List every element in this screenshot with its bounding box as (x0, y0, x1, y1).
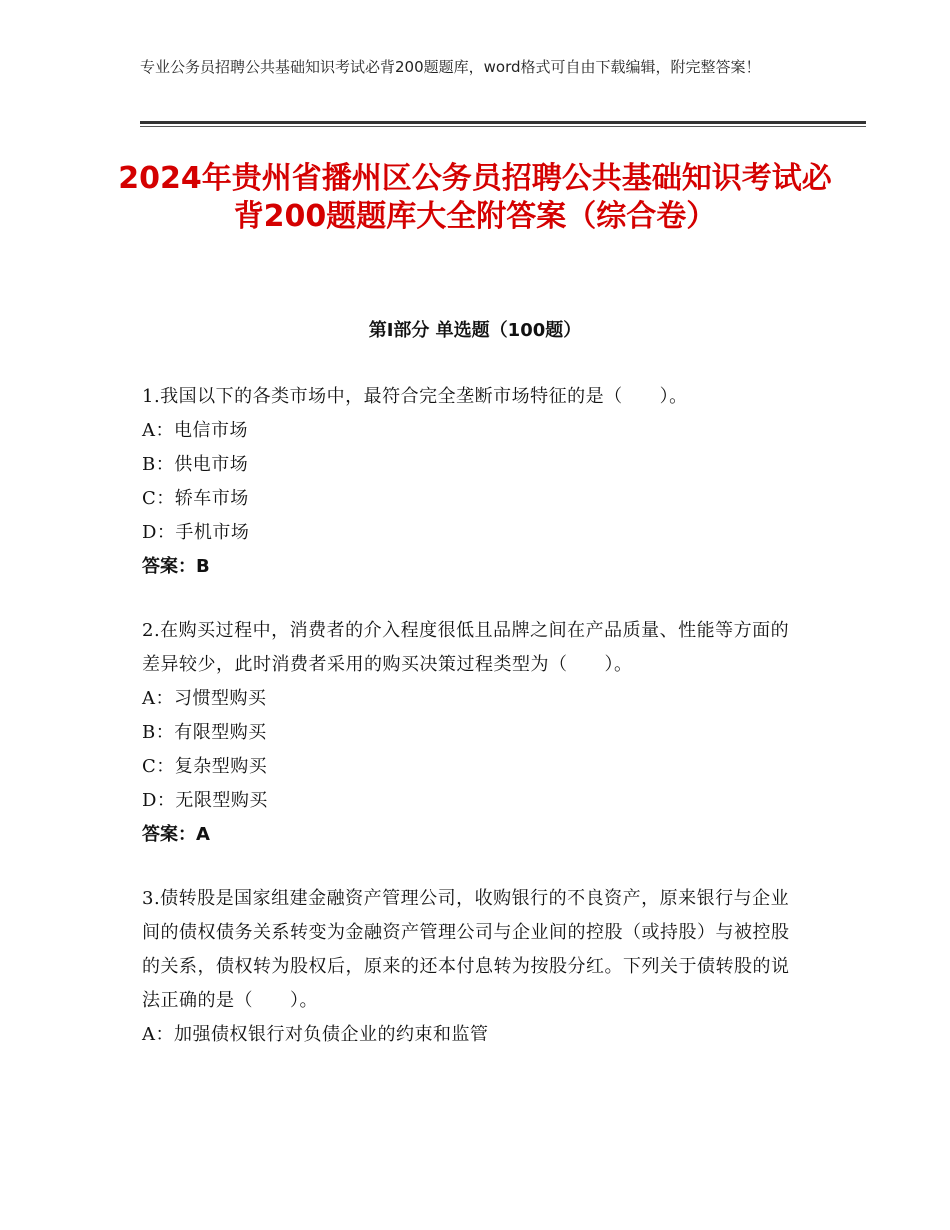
option-a: A：加强债权银行对负债企业的约束和监管 (142, 1024, 489, 1045)
answer: 答案：A (142, 824, 210, 845)
question-list (142, 380, 802, 1082)
section-heading: 第Ⅰ部分 单选题（100题） (368, 320, 582, 341)
question-stem: 3.债转股是国家组建金融资产管理公司，收购银行的不良资产，原来银行与企业间的债权债务关系转变为金融资产管理公司与企业间的控股（或持股）与被控股的关系，债权转为股权后，原来的还本付息转为按股分红。下列关于债转股的说法正确的是（ ）。 (142, 888, 790, 1011)
option-b: B：供电市场 (142, 454, 249, 475)
question-stem: 2.在购买过程中，消费者的介入程度很低且品牌之间在产品质量、性能等方面的差异较少，此时消费者采用的购买决策过程类型为（ ）。 (142, 620, 790, 675)
option-c: C：复杂型购买 (142, 756, 268, 777)
option-a: A：习惯型购买 (142, 688, 267, 709)
question-3 (142, 882, 802, 1052)
option-d: D：手机市场 (142, 522, 250, 543)
header-note: 专业公务员招聘公共基础知识考试必背200题题库，word格式可自由下载编辑，附完整答案！ (140, 58, 761, 76)
option-b: B：有限型购买 (142, 722, 267, 743)
option-a: A：电信市场 (142, 420, 248, 441)
header-rule-thin (140, 126, 866, 127)
option-c: C：轿车市场 (142, 488, 249, 509)
question-2 (142, 614, 802, 852)
question-1 (142, 380, 802, 584)
header-rule-thick (140, 121, 866, 124)
document-title: 2024年贵州省播州区公务员招聘公共基础知识考试必背200题题库大全附答案（综合卷） (118, 161, 832, 234)
question-stem: 1.我国以下的各类市场中，最符合完全垄断市场特征的是（ ）。 (142, 386, 688, 407)
answer: 答案：B (142, 556, 210, 577)
option-d: D：无限型购买 (142, 790, 268, 811)
